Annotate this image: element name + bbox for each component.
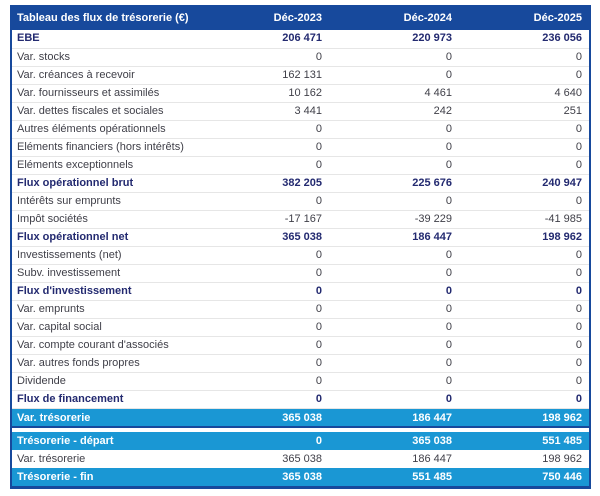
row-value-dec-2024: 0 (445, 69, 452, 81)
table-row (12, 192, 589, 210)
row-value-dec-2025: 0 (575, 123, 582, 135)
row-label: Flux de financement (17, 393, 124, 405)
row-label: EBE (17, 32, 40, 44)
row-value-dec-2023: 365 038 (282, 453, 322, 465)
row-value-dec-2025: 0 (575, 267, 582, 279)
row-value-dec-2025: 0 (575, 159, 582, 171)
table-row (12, 408, 589, 426)
table-row (12, 354, 589, 372)
row-label: Var. dettes fiscales et sociales (17, 105, 164, 117)
table-row (12, 336, 589, 354)
row-value-dec-2024: 186 447 (412, 412, 452, 424)
table-row (12, 30, 589, 48)
row-label: Var. emprunts (17, 303, 85, 315)
row-value-dec-2024: 0 (445, 249, 452, 261)
row-value-dec-2025: 0 (575, 285, 582, 297)
table-row (12, 372, 589, 390)
row-label: Impôt sociétés (17, 213, 88, 225)
row-value-dec-2025: 0 (575, 51, 582, 63)
row-value-dec-2024: 0 (445, 321, 452, 333)
row-value-dec-2023: 0 (315, 249, 322, 261)
row-value-dec-2024: 186 447 (412, 231, 452, 243)
row-value-dec-2023: 0 (315, 393, 322, 405)
table-row (12, 318, 589, 336)
column-header-dec-2025: Déc-2025 (533, 12, 582, 24)
row-value-dec-2025: 251 (563, 105, 582, 117)
row-value-dec-2025: 0 (575, 69, 582, 81)
row-value-dec-2024: 220 973 (412, 32, 452, 44)
row-label: Var. autres fonds propres (17, 357, 140, 369)
column-header-dec-2024: Déc-2024 (403, 12, 452, 24)
table-row (12, 48, 589, 66)
row-value-dec-2024: 225 676 (412, 177, 452, 189)
row-value-dec-2025: 240 947 (542, 177, 582, 189)
row-label: Dividende (17, 375, 66, 387)
table-row (12, 246, 589, 264)
row-value-dec-2023: 0 (315, 195, 322, 207)
column-header-dec-2023: Déc-2023 (273, 12, 322, 24)
table-title: Tableau des flux de trésorerie (€) (17, 12, 189, 24)
row-label: Trésorerie - départ (17, 435, 114, 447)
row-label: Flux d'investissement (17, 285, 132, 297)
row-value-dec-2025: 4 640 (554, 87, 582, 99)
row-label: Var. créances à recevoir (17, 69, 135, 81)
row-label: Autres éléments opérationnels (17, 123, 166, 135)
row-value-dec-2024: 0 (445, 285, 452, 297)
row-value-dec-2025: 0 (575, 357, 582, 369)
row-value-dec-2025: 0 (575, 303, 582, 315)
row-value-dec-2023: 0 (315, 357, 322, 369)
row-value-dec-2025: 0 (575, 141, 582, 153)
row-label: Var. stocks (17, 51, 70, 63)
row-value-dec-2023: 0 (315, 267, 322, 279)
row-value-dec-2024: 0 (445, 51, 452, 63)
row-value-dec-2023: 365 038 (282, 231, 322, 243)
row-value-dec-2024: 0 (445, 375, 452, 387)
row-label: Trésorerie - fin (17, 471, 94, 483)
table-row (12, 84, 589, 102)
row-value-dec-2024: 551 485 (412, 471, 452, 483)
row-value-dec-2023: 0 (315, 123, 322, 135)
row-label: Flux opérationnel net (17, 231, 129, 243)
row-value-dec-2023: 0 (315, 375, 322, 387)
row-value-dec-2024: 0 (445, 357, 452, 369)
row-value-dec-2024: 0 (445, 141, 452, 153)
row-label: Var. trésorerie (17, 412, 91, 424)
row-value-dec-2023: 0 (315, 303, 322, 315)
row-value-dec-2023: 382 205 (282, 177, 322, 189)
row-value-dec-2025: 0 (575, 339, 582, 351)
row-label: Intérêts sur emprunts (17, 195, 121, 207)
row-value-dec-2024: 0 (445, 267, 452, 279)
table-row (12, 138, 589, 156)
row-value-dec-2025: 0 (575, 249, 582, 261)
row-value-dec-2023: 162 131 (282, 69, 322, 81)
table-row (12, 102, 589, 120)
row-label: Var. trésorerie (17, 453, 86, 465)
row-label: Subv. investissement (17, 267, 121, 279)
table-row (12, 228, 589, 246)
row-value-dec-2023: 10 162 (288, 87, 322, 99)
table-row (12, 390, 589, 408)
row-value-dec-2025: 551 485 (542, 435, 582, 447)
table-row (12, 300, 589, 318)
row-value-dec-2025: 198 962 (542, 412, 582, 424)
row-value-dec-2025: 236 056 (542, 32, 582, 44)
table-row (12, 174, 589, 192)
row-value-dec-2024: 0 (445, 123, 452, 135)
row-label: Var. capital social (17, 321, 102, 333)
table-row (12, 468, 589, 486)
row-value-dec-2024: 0 (445, 303, 452, 315)
row-value-dec-2024: 0 (445, 339, 452, 351)
row-value-dec-2024: 0 (445, 159, 452, 171)
table-row (12, 210, 589, 228)
table-header-row (12, 7, 589, 30)
row-value-dec-2025: 0 (575, 393, 582, 405)
row-label: Investissements (net) (17, 249, 122, 261)
row-label: Var. compte courant d'associés (17, 339, 169, 351)
table-row (12, 282, 589, 300)
row-value-dec-2024: -39 229 (414, 213, 452, 225)
table-row (12, 66, 589, 84)
table-row (12, 264, 589, 282)
row-value-dec-2025: -41 985 (544, 213, 582, 225)
row-value-dec-2024: 365 038 (412, 435, 452, 447)
row-value-dec-2024: 0 (445, 393, 452, 405)
row-value-dec-2023: 206 471 (282, 32, 322, 44)
row-value-dec-2023: 0 (315, 159, 322, 171)
row-value-dec-2025: 0 (575, 375, 582, 387)
row-label: Eléments exceptionnels (17, 159, 134, 171)
summary-body (12, 432, 589, 486)
row-value-dec-2024: 4 461 (424, 87, 452, 99)
row-value-dec-2023: 365 038 (282, 471, 322, 483)
table-row (12, 432, 589, 450)
row-label: Flux opérationnel brut (17, 177, 134, 189)
table-row (12, 120, 589, 138)
row-value-dec-2023: -17 167 (284, 213, 322, 225)
row-value-dec-2024: 242 (433, 105, 452, 117)
row-value-dec-2023: 3 441 (294, 105, 322, 117)
row-value-dec-2023: 365 038 (282, 412, 322, 424)
row-value-dec-2024: 0 (445, 195, 452, 207)
row-value-dec-2025: 0 (575, 195, 582, 207)
row-value-dec-2023: 0 (315, 51, 322, 63)
row-label: Eléments financiers (hors intérêts) (17, 141, 184, 153)
row-value-dec-2025: 198 962 (542, 453, 582, 465)
row-value-dec-2023: 0 (315, 141, 322, 153)
row-value-dec-2024: 186 447 (412, 453, 452, 465)
table-row (12, 156, 589, 174)
row-value-dec-2025: 198 962 (542, 231, 582, 243)
row-label: Var. fournisseurs et assimilés (17, 87, 160, 99)
row-value-dec-2023: 0 (315, 285, 322, 297)
table-row (12, 450, 589, 468)
cash-flow-table (10, 5, 591, 489)
table-body (12, 30, 589, 426)
row-value-dec-2023: 0 (315, 321, 322, 333)
row-value-dec-2025: 0 (575, 321, 582, 333)
row-value-dec-2023: 0 (315, 435, 322, 447)
row-value-dec-2023: 0 (315, 339, 322, 351)
row-value-dec-2025: 750 446 (542, 471, 582, 483)
